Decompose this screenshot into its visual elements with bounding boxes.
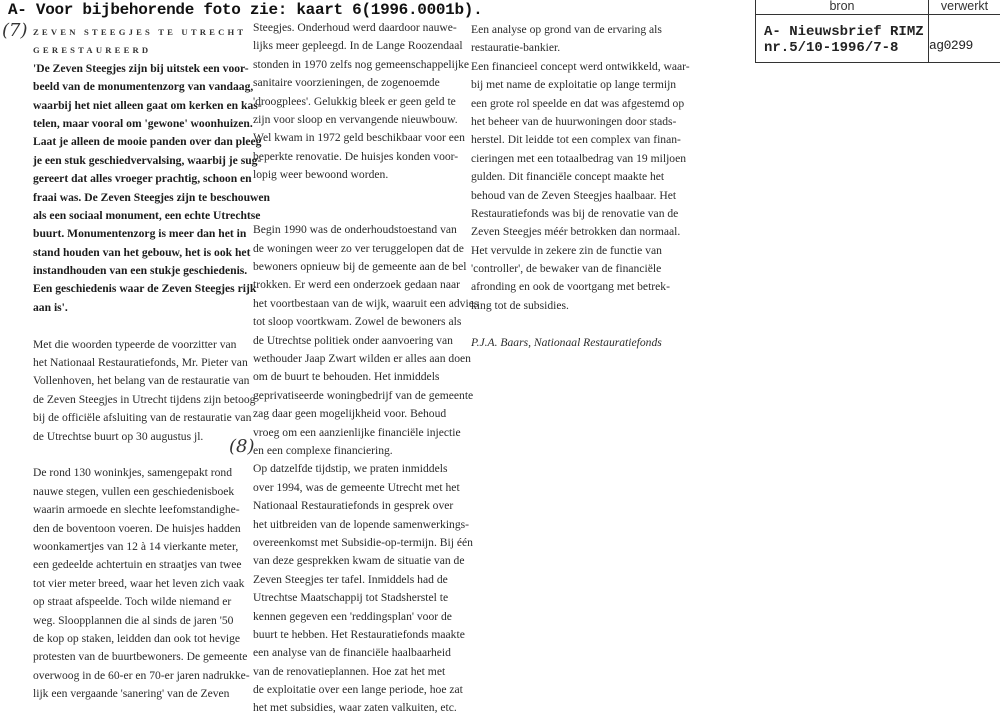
text-line: de Utrechtse politiek onder aanvoering van [253,333,453,347]
text-line: buurt te hebben. Het Restauratiefonds maakte [253,627,465,641]
text-line: de kop op staken, leidden dan ook tot hevige [33,631,241,645]
source-line: A- Nieuwsbrief RIMZ [764,24,924,40]
text-line: het uitbreiden van de lopende samenwerkings- [253,517,470,531]
text-line: Steegjes. Onderhoud werd daardoor nauwe- [253,21,457,34]
text-line: Een financieel concept werd ontwikkeld, waar- [471,59,690,73]
text-line: je een stuk geschiedvervalsing, waarbij je sug- [33,153,262,167]
text-line: den de boventoon voeren. De huisjes hadden [33,521,241,535]
text-line: om de buurt te behouden. Het inmiddels [253,370,440,384]
text-line: fraai was. De Zeven Steegjes zijn te beschouwen [33,190,270,204]
source-table [755,0,1000,63]
text-line: bij de officiële afsluiting van de restauratie van [33,411,252,425]
text-line: vroeg om een aanzienlijke financiële injectie [253,425,461,439]
text-line: zijn voor sloop en vervangende nieuwbouw. [253,112,458,126]
text-line: Zeven Steegjes méér betrokken dan normaal. [471,225,681,239]
text-line: tot vier meter breed, waar het leven zich vaak [33,576,245,590]
paragraph-gap [253,203,478,221]
text-line: 'De Zeven Steegjes zijn bij uitstek een voor- [33,61,249,75]
text-line: nauwe stegen, vullen een geschiedenisboek [33,484,235,498]
paragraph-gap [471,315,690,333]
text-line: Het vervulde in zekere zin de functie van [471,243,662,257]
text-line: Een analyse op grond van de ervaring als [471,23,662,36]
article-column-2 [253,19,478,718]
text-line: waarin armoede en slechte leefomstandighe- [33,503,240,517]
text-line: Begin 1990 was de onderhoudstoestand van [253,223,457,237]
text-line: Een geschiedenis waar de Zeven Steegjes rijk [33,282,257,296]
text-line: kennen gegeven een 'reddingsplan' voor de [253,609,452,623]
text-line: 'controller', de bewaker van de financiële [471,262,662,276]
text-line: buurt. Monumentenzorg is meer dan het in [33,227,247,241]
text-line: Restauratiefonds was bij de renovatie van de [471,206,679,220]
text-line: gereert dat alles vroeger prachtig, schoon en [33,172,252,186]
text-line: Zeven Steegjes ter tafel. Inmiddels had de [253,572,448,586]
margin-mark: (8) [229,436,255,457]
text-line: beeld van de monumentenzorg van vandaag, [33,80,254,94]
article-title-line: GERESTAUREERD [33,45,152,56]
text-line: protesten van de buurtbewoners. De gemeente [33,650,248,664]
text-line: Laat je alleen de mooie panden over dan pleeg [33,135,262,149]
text-line: het Nationaal Restauratiefonds, Mr. Pieter van [33,356,248,370]
text-line: wethouder Jaap Zwart wilden er alles aan doen [253,352,471,366]
text-line: herstel. Dit leidde tot een complex van finan- [471,133,681,147]
article-column-1 [33,23,270,703]
text-line: van deze gesprekken kwam de situatie van de [253,554,465,568]
text-line: een grote rol speelde en dat was afgestemd op [471,96,685,110]
text-line: over 1994, was de gemeente Utrecht met het [253,480,460,494]
text-line: lijks meer gepleegd. In de Lange Roozendaal [253,39,463,53]
paragraph-gap [33,446,270,464]
text-line: van de renovatieplannen. Hoe zat het met [253,664,446,678]
text-line: geprivatiseerde woningbedrijf van de gemeente [253,388,474,402]
text-line: telen, maar vooral om 'gewone' woonhuizen. [33,116,253,130]
text-line: de exploitatie over een lange periode, hoe zat [253,683,463,697]
text-line: de woningen weer zo ver teruggelopen dat de [253,241,464,255]
bron-header: bron [756,0,928,15]
paragraph-gap [253,185,478,203]
text-line: instandhouden van een stukje geschiedenis. [33,264,248,278]
margin-mark: (7) [2,20,28,41]
text-line: bewoners opnieuw bij de gemeente aan de bel [253,260,467,274]
article-title-line: ZEVEN STEEGJES TE UTRECHT [33,27,247,37]
text-line: weg. Sloopplannen die al sinds de jaren '50 [33,613,234,627]
text-line: 'droogplees'. Gelukkig bleek er geen geld te [253,94,456,108]
text-line: sanitaire voorzieningen, de zogenoemde [253,76,440,90]
text-line: Vollenhoven, het belang van de restauratie van [33,374,250,388]
source-line: nr.5/10-1996/7-8 [764,40,899,56]
processed-code: ag0299 [929,38,973,53]
text-line: het met subsidies, waar zaten valkuiten, etc. [253,701,457,715]
text-line: Nationaal Restauratiefonds in gesprek over [253,499,454,513]
verwerkt-header: verwerkt [928,0,1000,15]
text-line: lopig weer bewoond worden. [253,168,389,182]
text-line: trokken. Er werd een onderzoek gedaan naar [253,278,460,292]
text-line: aan is'. [33,300,68,314]
text-line: het voortbestaan van de wijk, waaruit een advies [253,296,479,310]
text-line: lijk een vergaande 'sanering' van de Zeven [33,687,230,701]
text-line: restauratie-bankier. [471,41,561,55]
text-line: het beheer van de huurwoningen door stads- [471,114,677,128]
text-line: Met die woorden typeerde de voorzitter van [33,337,237,351]
text-line: tot sloop voortkwam. Zowel de bewoners als [253,315,462,329]
text-line: Wel kwam in 1972 geld beschikbaar voor een [253,131,465,145]
text-line: Utrechtse Maatschappij tot Stadsherstel te [253,591,449,605]
article-column-3 [471,21,690,352]
text-line: de Zeven Steegjes in Utrecht tijdens zijn betoog [33,392,256,406]
text-line: een gedeelde achtertuin en straatjes van twee [33,558,242,572]
text-line: beperkte renovatie. De huisjes konden voor- [253,149,459,163]
text-line: king tot de subsidies. [471,298,569,312]
paragraph-gap [33,317,270,335]
text-line: bij met name de exploitatie op lange termijn [471,78,677,92]
text-line: en een complexe financiering. [253,443,393,457]
author-credit: P.J.A. Baars, Nationaal Restauratiefonds [471,335,662,349]
text-line: overwoog in de 60-er en 70-er jaren nadrukke- [33,668,250,682]
text-line: stand houden van het gebouw, het is ook het [33,245,251,259]
text-line: gulden. Dit financiële concept maakte het [471,170,665,184]
document-header: A- Voor bijbehorende foto zie: kaart 6(1996.0001b). [8,1,483,19]
text-line: Op datzelfde tijdstip, we praten inmiddels [253,462,448,476]
text-line: stonden in 1970 zelfs nog gemeenschappelijke [253,57,470,71]
text-line: de Utrechtse buurt op 30 augustus jl. [33,429,204,443]
text-line: waarbij het niet alleen gaat om kerken en kas- [33,98,262,112]
text-line: een analyse van de financiële haalbaarheid [253,646,451,660]
column-body [33,60,270,704]
source-reference [764,24,924,56]
text-line: op straat afspeelde. Toch wilde niemand er [33,595,232,609]
text-line: afronding en ook de voortgang met betrek- [471,280,670,294]
text-line: overeenkomst met Subsidie-op-termijn. Bij één [253,535,473,549]
text-line: woonkamertjes van 12 à 14 vierkante meter, [33,539,239,553]
text-line: zag daar geen mogelijkheid voor. Behoud [253,407,447,421]
text-line: als een sociaal monument, een echte Utrechtse [33,208,261,222]
text-line: behoud van de Zeven Steegjes haalbaar. Het [471,188,677,202]
text-line: cieringen met een totaalbedrag van 19 miljoen [471,151,687,165]
text-line: De rond 130 woninkjes, samengepakt rond [33,466,232,480]
